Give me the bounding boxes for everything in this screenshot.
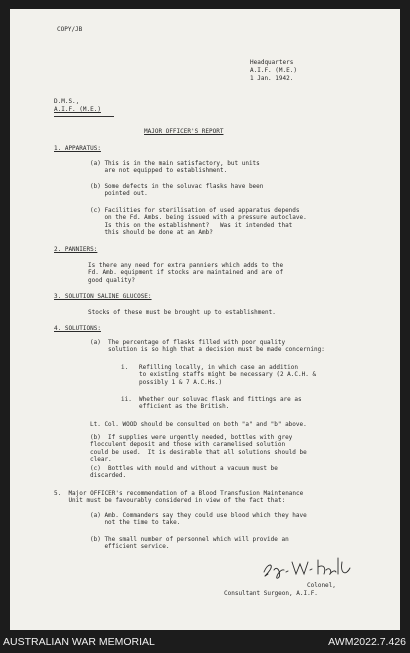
signatory-title: Consultant Surgeon, A.I.F. [224, 590, 318, 597]
signatory-rank: Colonel, [307, 582, 336, 589]
header-line-2: A.I.F. (M.E.) [250, 67, 297, 74]
section-4-consult-note: Lt. Col. WOOD should be consulted on both "a" and "b" above. [90, 421, 307, 428]
section-1-item-c: (c) Facilities for sterilisation of used apparatus depends on the Fd. Ambs. being issued with a pressure autoclave. Is this on the establishment? Was it intended that this should be done at an Amb? [90, 207, 307, 236]
addressee-line-1: D.M.S., [54, 98, 80, 105]
section-4-item-a: (a) The percentage of flasks filled with poor quality solution is so high that a decision must be made concerning: [90, 339, 325, 354]
addressee-line-2: A.I.F. (M.E.) [54, 106, 101, 113]
archive-reference: AWM2022.7.426 [328, 636, 406, 648]
archive-name: AUSTRALIAN WAR MEMORIAL [3, 636, 155, 648]
section-4-heading: 4. SOLUTIONS: [54, 325, 101, 332]
handwritten-signature [260, 554, 360, 582]
section-4-subitem-ii: ii. Whether our soluvac flask and fittings are as efficient as the British. [121, 396, 302, 411]
section-5-item-b: (b) The small number of personnel which will provide an efficient service. [90, 536, 289, 551]
section-2-text: Is there any need for extra panniers which adds to the Fd. Amb. equipment if stocks are maintained and are of good quality? [88, 262, 284, 284]
section-1-item-a: (a) This is in the main satisfactory, but units are not equipped to establishment. [90, 160, 260, 175]
copy-reference: COPY/JB [57, 26, 83, 33]
report-body [10, 9, 400, 630]
header-line-1: Headquarters [250, 59, 294, 66]
section-2-heading: 2. PANNIERS: [54, 246, 98, 253]
section-4-item-c: (c) Bottles with mould and without a vacuum must be discarded. [90, 465, 278, 480]
section-3-text: Stocks of these must be brought up to establishment. [88, 309, 276, 316]
section-1-item-b: (b) Some defects in the soluvac flasks have been pointed out. [90, 183, 264, 198]
document-page [10, 9, 400, 630]
section-5-intro: 5. Major OFFICER's recommendation of a Blood Transfusion Maintenance Unit must be favourably considered in view of the fact that: [54, 490, 304, 505]
header-date: 1 Jan. 1942. [250, 75, 294, 82]
section-4-item-b: (b) If supplies were urgently needed, bottles with grey flocculent deposit and those with caramelised solution could be used. It is desirable that all solutions should be clear. [90, 434, 307, 463]
section-1-heading: 1. APPARATUS: [54, 145, 101, 152]
archive-footer [0, 632, 410, 653]
report-title: MAJOR OFFICER'S REPORT [144, 128, 224, 135]
section-3-heading: 3. SOLUTION SALINE GLUCOSE: [54, 293, 152, 300]
addressee-rule [54, 116, 114, 117]
section-5-item-a: (a) Amb. Commanders say they could use blood which they have not the time to take. [90, 512, 307, 527]
section-4-subitem-i: i. Refilling locally, in which case an addition to existing staffs might be necessary (2 A.C.H. & possibly 1 & 7 A.C.Hs.) [121, 364, 317, 386]
